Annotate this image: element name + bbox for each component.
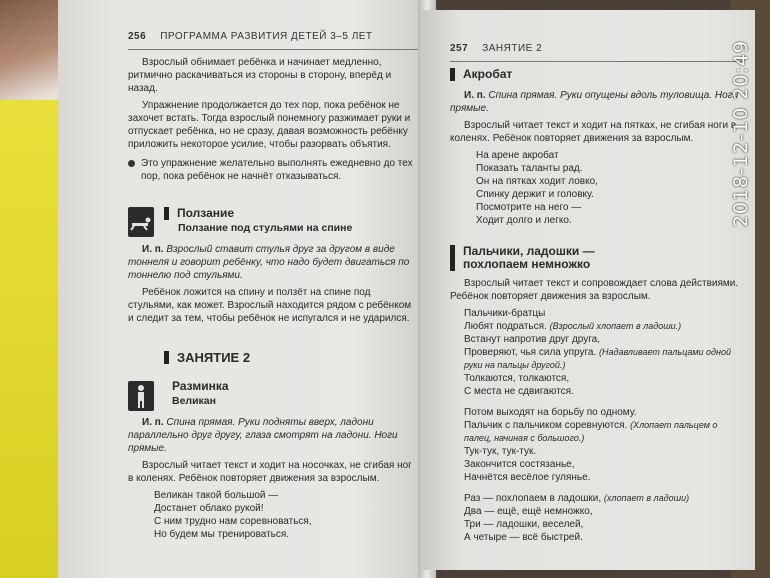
poem-line: Пальчики-братцы	[464, 308, 546, 319]
giant-ip-text: Спина прямая. Руки подняты вверх, ладони параллельно друг другу, глаза смотрят на ладони. Ноги прямые.	[128, 417, 398, 454]
bullet-icon	[128, 160, 135, 167]
stage-note: (хлопает в ладоши)	[603, 493, 690, 503]
crawl-ip-text: Взрослый ставит стулья друг за другом в виде тоннеля и говорит ребёнку, что надо будет двигаться по тоннелю под стульями.	[128, 244, 410, 281]
intro-paragraph-2: Упражнение продолжается до тех пор, пока ребёнок не захочет встать. Тогда взрослый понемногу разжимает руки и отпускает ребёнка, но не сразу, давая возможность ребёнку приложить некоторое усилие, чтобы разорвать объятия.	[128, 100, 411, 150]
header-rule	[128, 49, 418, 50]
left-running-title: ПРОГРАММА РАЗВИТИЯ ДЕТЕЙ 3–5 ЛЕТ	[160, 31, 373, 42]
poem-line: Начнётся весёлое гулянье.	[464, 472, 591, 483]
stage-note: (Надавливает пальцами одной руки на пальцы другой.)	[464, 347, 731, 370]
poem-line: Три — ладошки, веселей,	[464, 519, 584, 530]
acrobat-ip	[450, 89, 743, 115]
right-running-head	[450, 42, 743, 55]
poem-fingers-2	[464, 406, 743, 484]
giant-ip	[128, 416, 418, 455]
section-crawl	[128, 207, 418, 235]
poem-line: Раз — похлопаем в ладошки, (хлопает в ладоши)	[464, 493, 690, 504]
poem-line: Проверяют, чья сила упруга. (Надавливает пальцами одной руки на пальцы другой.)	[464, 347, 731, 370]
poem-line: Потом выходят на борьбу по одному.	[464, 407, 637, 418]
poem-line: С ним трудно нам соревноваться,	[154, 516, 312, 527]
left-page-number: 256	[128, 31, 147, 42]
poem-line: Тук-тук, тук-тук.	[464, 446, 537, 457]
poem-line: С места не сдвигаются.	[464, 386, 574, 397]
section-title-fingers-line1: Пальчики, ладошки —	[463, 244, 595, 258]
section-subtitle-crawl: Ползание под стульями на спине	[178, 222, 353, 234]
poem-line: Ходит долго и легко.	[476, 215, 572, 226]
poem-line: Пальчик с пальчиком соревнуются. (Хлопает пальцем о палец, начиная с большого.)	[464, 420, 718, 443]
left-running-head	[128, 30, 418, 43]
crawl-icon	[128, 207, 154, 237]
crawl-text: Ребёнок ложится на спину и ползёт на спине под стульями, как может. Взрослый находится рядом с ребёнком и следит за тем, чтобы ребёнок не испугался и не ударился.	[128, 287, 412, 324]
poem-fingers-3	[464, 492, 743, 544]
right-page	[420, 10, 755, 570]
header-rule	[450, 61, 743, 62]
poem-line: Толкаются, толкаются,	[464, 373, 570, 384]
fingers-text: Взрослый читает текст и сопровождает слова действиями. Ребёнок повторяет движения за взрослым.	[450, 278, 739, 302]
lesson-2-block	[128, 351, 418, 408]
poem-line: Он на пятках ходит ловко,	[476, 176, 598, 187]
poem-line: Встанут напротив друг друга,	[464, 334, 601, 345]
acrobat-ip-text: Спина прямая. Руки опущены вдоль туловища. Ноги прямые.	[450, 90, 739, 114]
poem-line: Показать таланты рад.	[476, 163, 583, 174]
left-page	[58, 0, 432, 578]
bullet-note	[128, 157, 418, 183]
stage-note: (Хлопает пальцем о палец, начиная с большого.)	[464, 420, 718, 443]
section-title-warmup: Разминка	[172, 379, 229, 393]
poem-giant	[154, 489, 418, 541]
poem-line: Посмотрите на него —	[476, 202, 582, 213]
lesson-title: ЗАНЯТИЕ 2	[164, 351, 418, 364]
poem-line: Но будем мы тренироваться.	[154, 529, 290, 540]
intro-paragraph-1: Взрослый обнимает ребёнка и начинает медленно, ритмично раскачиваться из стороны в сторону, вперёд и назад.	[128, 57, 392, 94]
section-title-acrobat: Акробат	[450, 68, 743, 81]
poem-line: Спинку держит и головку.	[476, 189, 594, 200]
bullet-note-text: Это упражнение желательно выполнять ежедневно до тех пор, пока ребёнок не начнёт отказываться.	[141, 158, 413, 182]
ip-label: И. п.	[142, 244, 164, 255]
poem-line: А четыре — всё быстрей.	[464, 532, 583, 543]
standing-figure-icon	[128, 381, 154, 411]
acrobat-text: Взрослый читает текст и ходит на пятках, не сгибая ноги в коленях. Ребёнок повторяет движения за взрослым.	[450, 120, 737, 144]
giant-text: Взрослый читает текст и ходит на носочках, не сгибая ног в коленях. Ребёнок повторяет движения за взрослым.	[128, 460, 412, 484]
section-title-fingers-line2: похлопаем немножко	[463, 257, 591, 271]
stage-note: (Взрослый хлопает в ладоши.)	[549, 321, 682, 331]
poem-line: Любят подраться. (Взрослый хлопает в ладоши.)	[464, 321, 682, 332]
poem-line: Достанет облако рукой!	[154, 503, 264, 514]
poem-line: Закончится состязанье,	[464, 459, 575, 470]
ip-label: И. п.	[142, 417, 164, 428]
poem-line: Великан такой большой —	[154, 490, 279, 501]
photo-timestamp: 2018-12-10 20:49	[730, 40, 752, 228]
ip-label: И. п.	[464, 90, 486, 101]
section-subtitle-giant: Великан	[172, 395, 216, 407]
poem-line: Два — ещё, ещё немножко,	[464, 506, 593, 517]
poem-line: На арене акробат	[476, 150, 559, 161]
section-title-fingers	[450, 245, 743, 271]
section-title-crawl: Ползание	[164, 207, 418, 220]
section-fingers	[450, 245, 743, 271]
poem-fingers-1	[464, 307, 743, 398]
right-running-title: ЗАНЯТИЕ 2	[482, 43, 543, 54]
right-page-number: 257	[450, 43, 469, 54]
crawl-ip	[128, 243, 418, 282]
poem-acrobat	[476, 149, 743, 227]
